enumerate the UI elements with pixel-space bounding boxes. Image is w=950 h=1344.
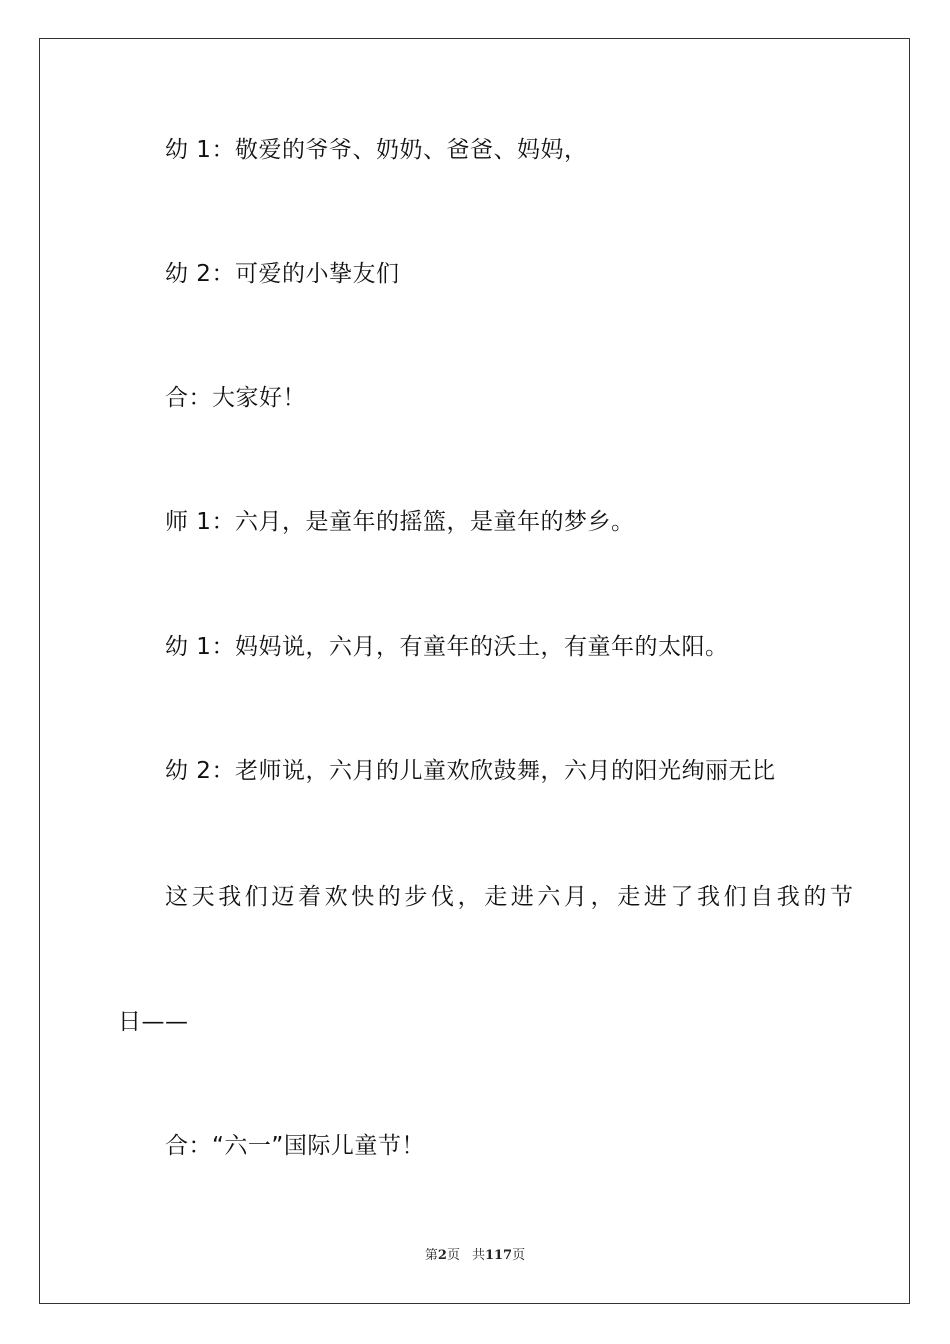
paragraph-7-line-2: 日——	[118, 1009, 189, 1035]
paragraph-2: 幼 2：可爱的小挚友们	[165, 261, 400, 287]
paragraph-1: 幼 1：敬爱的爷爷、奶奶、爸爸、妈妈，	[165, 137, 588, 163]
paragraph-8: 合：“六一”国际儿童节！	[165, 1133, 425, 1159]
page-number: 2	[437, 1248, 447, 1263]
total-pages: 117	[484, 1248, 513, 1263]
page-border	[39, 38, 910, 1304]
paragraph-3: 合：大家好！	[165, 385, 306, 411]
paragraph-4: 师 1：六月，是童年的摇篮，是童年的梦乡。	[165, 509, 635, 535]
total-prefix: 共	[471, 1248, 485, 1263]
paragraph-6: 幼 2：老师说，六月的儿童欢欣鼓舞，六月的阳光绚丽无比	[165, 758, 776, 784]
paragraph-5: 幼 1：妈妈说，六月，有童年的沃土，有童年的太阳。	[165, 634, 729, 660]
paragraph-7-line-1: 这天我们迈着欢快的步伐，走进六月，走进了我们自我的节	[165, 884, 857, 910]
page-suffix: 页	[446, 1248, 460, 1263]
page-footer	[0, 1247, 950, 1265]
total-suffix: 页	[512, 1248, 526, 1263]
page-prefix: 第	[424, 1248, 438, 1263]
